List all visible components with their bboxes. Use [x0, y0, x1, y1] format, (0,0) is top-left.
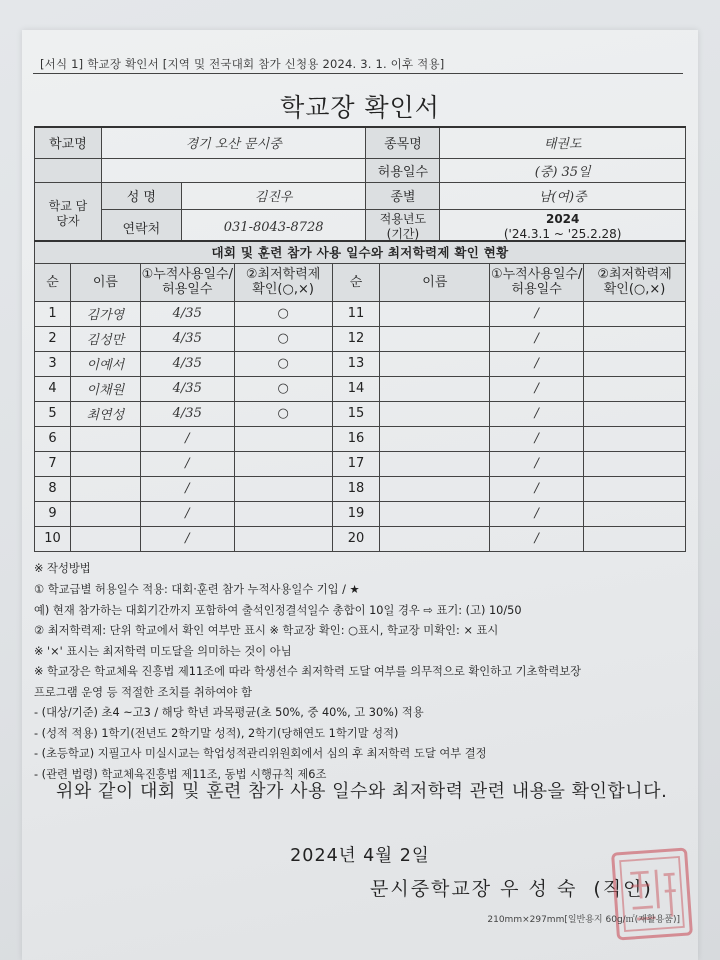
col-days-right-line2: 허용일수 [511, 282, 562, 297]
status-rows [35, 301, 686, 551]
row-check: ○ [234, 351, 332, 376]
row-check: ○ [234, 301, 332, 326]
row-days-right: / [490, 476, 584, 501]
row-no: 7 [35, 451, 71, 476]
instruction-line: ① 학교급별 허용일수 적용: 대회·훈련 참가 누적사용일수 기입 / ★ [34, 583, 360, 596]
col-check-line1: ②최저학력제 [245, 267, 321, 282]
row-days: 4/35 [140, 376, 234, 401]
row-no-right: 15 [332, 401, 380, 426]
allowed-days-value: (중) 35일 [440, 158, 686, 182]
row-no: 10 [35, 526, 71, 551]
status-row [35, 426, 686, 451]
col-name-right: 이름 [380, 263, 490, 301]
status-row [35, 401, 686, 426]
form-header: [서식 1] 학교장 확인서 [지역 및 전국대회 참가 신청용 2024. 3. 1. 이후 적용] [40, 57, 445, 71]
event-label: 종목명 [366, 127, 440, 158]
row-no-right: 19 [332, 501, 380, 526]
year-value: 2024 [545, 212, 580, 226]
row-check-right [584, 451, 686, 476]
row-no-right: 13 [332, 351, 380, 376]
row-no-right: 14 [332, 376, 380, 401]
row-check [234, 451, 332, 476]
row-name: 최연성 [70, 401, 140, 426]
row-days-right: / [490, 401, 584, 426]
row-check-right [584, 526, 686, 551]
row-no: 8 [35, 476, 71, 501]
row-name-right [380, 426, 490, 451]
row-name-right [380, 326, 490, 351]
row-no: 2 [35, 326, 71, 351]
contact-label [35, 182, 102, 245]
phone-value: 031-8043-8728 [181, 209, 366, 245]
row-days: 4/35 [140, 326, 234, 351]
period-value: ('24.3.1 ~ '25.2.28) [503, 227, 622, 241]
row-name [70, 501, 140, 526]
row-name: 이채원 [70, 376, 140, 401]
row-days: 4/35 [140, 301, 234, 326]
row-days: / [140, 476, 234, 501]
paper-spec: 210mm×297mm[일반용지 60g/㎡(재활용품)] [487, 915, 680, 925]
row-days-right: / [490, 451, 584, 476]
row-no: 9 [35, 501, 71, 526]
col-days-line1: ①누적사용일수/ [141, 267, 233, 282]
row-name: 김가영 [70, 301, 140, 326]
col-days-line2: 허용일수 [162, 282, 213, 297]
signer [370, 874, 653, 901]
name-value: 김진우 [181, 182, 366, 209]
row-days: 4/35 [140, 351, 234, 376]
row-check [234, 426, 332, 451]
instruction-line: ※ 학교장은 학교체육 진흥법 제11조에 따라 학생선수 최저학력 도달 여부를 의무적으로 확인하고 기초학력보장 [34, 665, 582, 678]
status-row [35, 376, 686, 401]
col-check [234, 263, 332, 301]
row-name [70, 451, 140, 476]
col-check-line2: 확인(○,×) [252, 282, 314, 297]
row-days-right: / [490, 426, 584, 451]
row-check-right [584, 376, 686, 401]
blank-label-cell [35, 158, 102, 182]
instruction-line: ② 최저학력제: 단위 학교에서 확인 여부만 표시 ※ 학교장 확인: ○표시, 학교장 미확인: × 표시 [34, 624, 499, 637]
document-title: 학교장 확인서 [280, 93, 440, 122]
status-row [35, 451, 686, 476]
instruction-line: - (대상/기준) 초4 ~고3 / 해당 학년 과목평균(초 50%, 중 40%, 고 30%) 적용 [34, 706, 424, 719]
instruction-line: - (관련 법령) 학교체육진흥법 제11조, 동법 시행규칙 제6조 [34, 767, 327, 781]
row-days: / [140, 426, 234, 451]
signer-name: 문시중학교장 우 성 숙 [370, 878, 578, 900]
instructions-lines [34, 580, 694, 785]
row-days: / [140, 451, 234, 476]
row-days: 4/35 [140, 401, 234, 426]
col-check-right-line1: ②최저학력제 [597, 267, 672, 282]
row-check-right [584, 426, 686, 451]
row-check [234, 526, 332, 551]
school-value: 경기 오산 문시중 [101, 127, 366, 158]
instruction-line: - (초등학교) 지필고사 미실시교는 학업성적관리위원회에서 심의 후 최저학력 도달 여부 결정 [34, 747, 487, 760]
row-name-right [380, 351, 490, 376]
row-name-right [380, 526, 490, 551]
col-name: 이름 [70, 263, 140, 301]
col-no: 순 [35, 263, 71, 301]
header-divider [33, 73, 683, 74]
instructions-heading: ※ 작성방법 [34, 562, 91, 575]
row-name-right [380, 451, 490, 476]
official-seal [611, 847, 693, 940]
row-days-right: / [490, 351, 584, 376]
row-no-right: 20 [332, 526, 380, 551]
col-days-right-line1: ①누적사용일수/ [490, 267, 583, 282]
row-days-right: / [490, 326, 584, 351]
contact-label-text: 학교 담당자 [48, 198, 88, 228]
status-row [35, 526, 686, 551]
row-name-right [380, 301, 490, 326]
row-check: ○ [234, 401, 332, 426]
status-row [35, 301, 686, 326]
status-row [35, 326, 686, 351]
info-table [34, 126, 686, 246]
col-days [140, 263, 234, 301]
row-check-right [584, 501, 686, 526]
col-check-right-line2: 확인(○,×) [603, 282, 666, 297]
row-check-right [584, 401, 686, 426]
row-check-right [584, 351, 686, 376]
row-check-right [584, 301, 686, 326]
row-days: / [140, 526, 234, 551]
row-days-right: / [490, 526, 584, 551]
row-no-right: 16 [332, 426, 380, 451]
row-no: 6 [35, 426, 71, 451]
row-check-right [584, 476, 686, 501]
col-no-right: 순 [332, 263, 380, 301]
row-name: 김성만 [70, 326, 140, 351]
row-name-right [380, 401, 490, 426]
school-label: 학교명 [35, 127, 102, 158]
status-row [35, 351, 686, 376]
year-label-line2: (기간) [386, 227, 420, 241]
instruction-line: ※ '×' 표시는 최저학력 미도달을 의미하는 것이 아님 [34, 644, 292, 658]
signer-role: (직인) [593, 878, 653, 900]
row-name: 이예서 [70, 351, 140, 376]
row-days: / [140, 501, 234, 526]
row-name-right [380, 501, 490, 526]
phone-label: 연락처 [101, 209, 181, 245]
row-name [70, 526, 140, 551]
status-row [35, 476, 686, 501]
row-name-right [380, 476, 490, 501]
row-no: 4 [35, 376, 71, 401]
row-days-right: / [490, 376, 584, 401]
row-name [70, 476, 140, 501]
row-no: 3 [35, 351, 71, 376]
status-table [34, 240, 686, 552]
event-value: 태권도 [440, 127, 686, 158]
gender-value: 남(여)중 [440, 182, 686, 209]
instructions [34, 560, 694, 785]
gender-label: 종별 [366, 182, 440, 209]
row-check: ○ [234, 326, 332, 351]
row-name-right [380, 376, 490, 401]
row-check: ○ [234, 376, 332, 401]
allowed-days-label: 허용일수 [366, 158, 440, 182]
instruction-line: 프로그램 운영 등 적절한 조치를 취하여야 함 [34, 685, 252, 699]
col-days-right [490, 263, 584, 301]
row-no-right: 18 [332, 476, 380, 501]
row-check [234, 501, 332, 526]
col-check-right [584, 263, 686, 301]
status-title: 대회 및 훈련 참가 사용 일수와 최저학력제 확인 현황 [35, 241, 686, 263]
row-check-right [584, 326, 686, 351]
row-no-right: 12 [332, 326, 380, 351]
row-no-right: 11 [332, 301, 380, 326]
issue-date: 2024년 4월 2일 [290, 846, 430, 866]
year-label-line1: 적용년도 [379, 212, 427, 226]
row-no: 5 [35, 401, 71, 426]
instruction-line: 예) 현재 참가하는 대회기간까지 포함하여 출석인정결석일수 총합이 10일 경우 ⇨ 표기: (고) 10/50 [34, 603, 522, 617]
status-row [35, 501, 686, 526]
blank-value-cell [101, 158, 366, 182]
row-no-right: 17 [332, 451, 380, 476]
row-check [234, 476, 332, 501]
closing-statement: 위와 같이 대회 및 훈련 참가 사용 일수와 최저학력 관련 내용을 확인합니다. [56, 781, 668, 802]
row-days-right: / [490, 501, 584, 526]
instruction-line: - (성적 적용) 1학기(전년도 2학기말 성적), 2학기(당해연도 1학기말 성적) [34, 726, 399, 740]
row-days-right: / [490, 301, 584, 326]
name-label: 성 명 [101, 182, 181, 209]
row-name [70, 426, 140, 451]
row-no: 1 [35, 301, 71, 326]
